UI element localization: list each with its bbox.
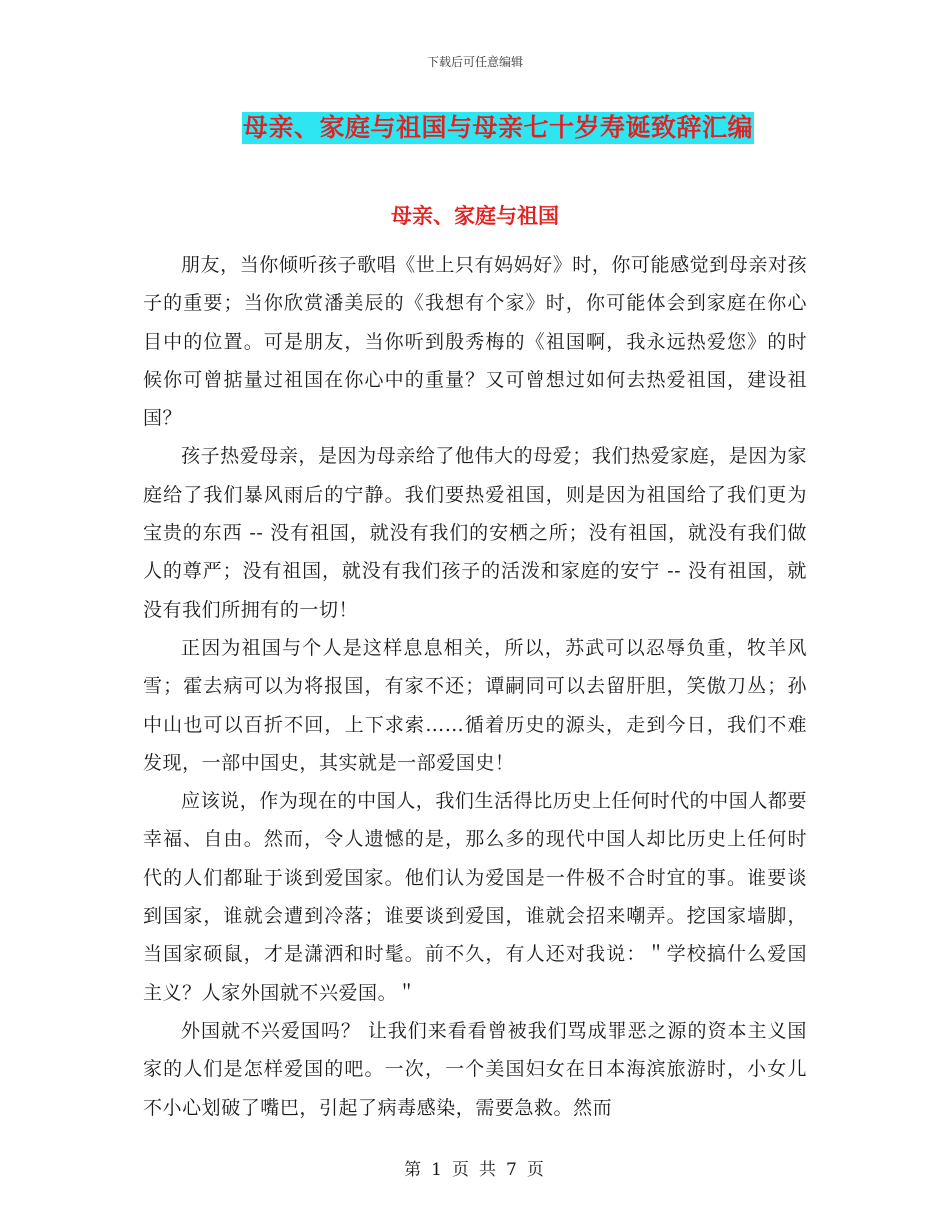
total-unit-label: 页 [526,1160,546,1180]
page-footer [0,1155,950,1180]
page-unit-label: 页 [452,1160,471,1180]
paragraph: 应该说，作为现在的中国人，我们生活得比历史上任何时代的中国人都要幸福、自由。然而，令人遗憾的是，那么多的现代中国人却比历史上任何时代的人们都耻于谈到爱国家。他们认为爱国是一件极不合时宜的事。谁要谈到国家，谁就会遭到冷落；谁要谈到爱国，谁就会招来嘲弄。挖国家墙脚，当国家硕鼠，才是潇洒和时髦。前不久，有人还对我说：＂学校搞什么爱国主义？人家外国就不兴爱国。＂ [143,790,807,1004]
page-label: 第 [404,1160,424,1180]
title-bar [0,112,950,144]
paragraph: 正因为祖国与个人是这样息息相关，所以，苏武可以忍辱负重，牧羊风雪；霍去病可以为将报国，有家不还；谭嗣同可以去留肝胆，笑傲刀丛；孙中山也可以百折不回，上下求索……循着历史的源头，走到今日，我们不难发现，一部中国史，其实就是一部爱国史！ [143,636,807,774]
total-pages-number: 7 [506,1160,519,1180]
paragraph: 孩子热爱母亲，是因为母亲给了他伟大的母爱；我们热爱家庭，是因为家庭给了我们暴风雨后的宁静。我们要热爱祖国，则是因为祖国给了我们更为宝贵的东西 -- 没有祖国，就没有我们的安栖之所；没有祖国，就没有我们做人的尊严；没有祖国，就没有我们孩子的活泼和家庭的安宁 -- 没有祖国，就没有我们所拥有的一切！ [143,445,807,621]
document-title: 母亲、家庭与祖国与母亲七十岁寿诞致辞汇编 [242,113,753,142]
paragraph: 外国就不兴爱国吗？ 让我们来看看曾被我们骂成罪恶之源的资本主义国家的人们是怎样爱国的吧。一次，一个美国妇女在日本海滨旅游时，小女儿不小心划破了嘴巴，引起了病毒感染，需要急救。然而 [143,1019,807,1119]
header-note: 下载后可任意编辑 [426,55,523,69]
section-title: 母亲、家庭与祖国 [391,203,559,228]
current-page-number: 1 [431,1160,444,1180]
paragraph: 朋友，当你倾听孩子歌唱《世上只有妈妈好》时，你可能感觉到母亲对孩子的重要；当你欣赏潘美辰的《我想有个家》时，你可能体会到家庭在你心目中的位置。可是朋友，当你听到殷秀梅的《祖国啊，我永远热爱您》的时候你可曾掂量过祖国在你心中的重量？又可曾想过如何去热爱祖国，建设祖国？ [143,254,807,430]
total-label: 共 [479,1160,498,1180]
document-body [143,246,807,1127]
